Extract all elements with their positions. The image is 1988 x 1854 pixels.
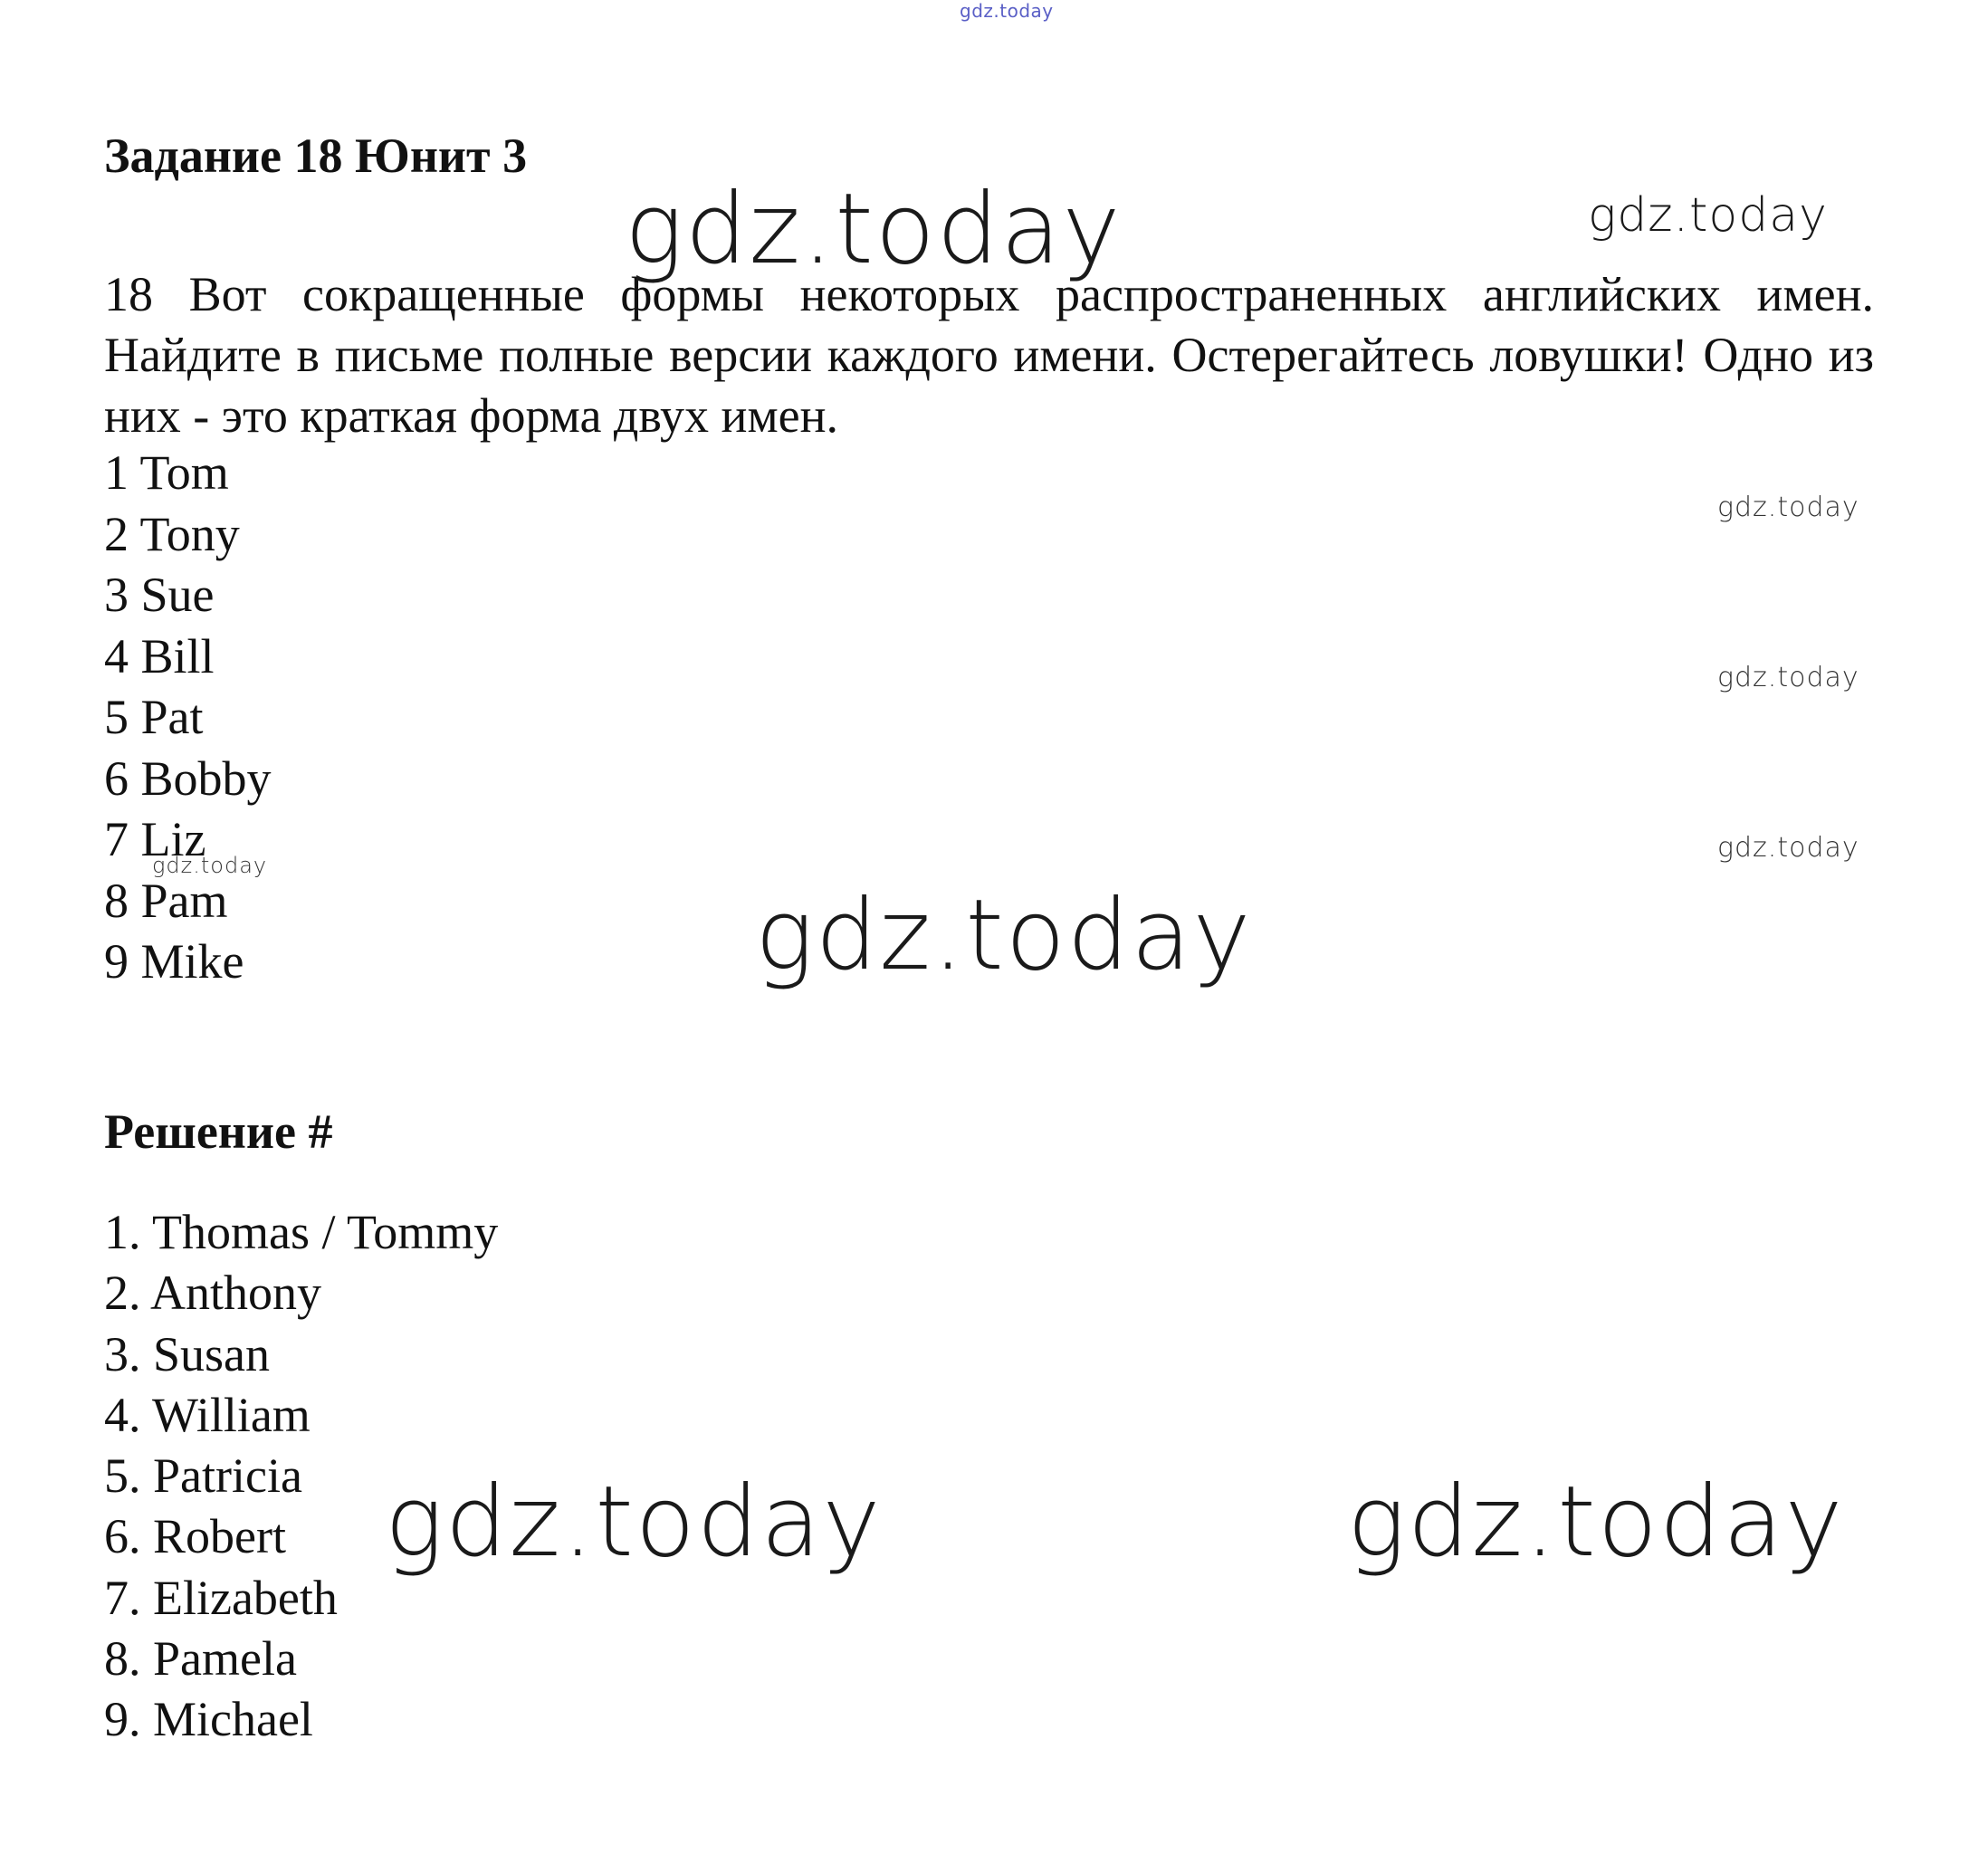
list-item: 9 Mike	[104, 934, 244, 989]
watermark: gdz.today	[152, 853, 268, 878]
list-item: 7 Liz	[104, 812, 206, 866]
list-item: 6. Robert	[104, 1509, 286, 1564]
list-item: 2 Tony	[104, 506, 240, 561]
list-item: 3 Sue	[104, 568, 215, 622]
list-item: 1. Thomas / Tommy	[104, 1205, 499, 1259]
watermark: gdz.today	[1347, 1466, 1845, 1579]
short-names-list	[104, 443, 272, 993]
list-item: 5. Patricia	[104, 1448, 302, 1504]
watermark: gdz.today	[1717, 492, 1859, 523]
watermark: gdz.today	[1588, 188, 1828, 243]
watermark: gdz.today	[1717, 662, 1859, 693]
list-item: 4. William	[104, 1387, 311, 1442]
list-item: 7. Elizabeth	[104, 1570, 338, 1625]
list-item: 5 Pat	[104, 690, 204, 744]
list-item: 4 Bill	[104, 628, 215, 683]
list-item: 1 Tom	[104, 445, 229, 500]
list-item: 6 Bobby	[104, 750, 272, 806]
watermark: gdz.today	[385, 1466, 883, 1579]
list-item: 8 Pam	[104, 873, 228, 928]
list-item: 2. Anthony	[104, 1266, 322, 1321]
task-title: Задание 18 Юнит 3	[104, 129, 528, 183]
header-watermark: gdz.today	[960, 0, 1054, 22]
solution-title: Решение #	[104, 1104, 333, 1159]
watermark: gdz.today	[755, 879, 1253, 992]
list-item: 8. Pamela	[104, 1631, 297, 1687]
list-item: 9. Michael	[104, 1692, 313, 1747]
list-item: 3. Susan	[104, 1326, 271, 1381]
watermark: gdz.today	[1717, 832, 1859, 864]
task-text: 18 Вот сокращенные формы некоторых распространенных английских имен. Найдите в письме полные версии каждого имени. Остерегайтесь ловушки! Одно из них - это краткая форма двух имен.	[104, 267, 1874, 443]
watermark: gdz.today	[625, 173, 1123, 286]
